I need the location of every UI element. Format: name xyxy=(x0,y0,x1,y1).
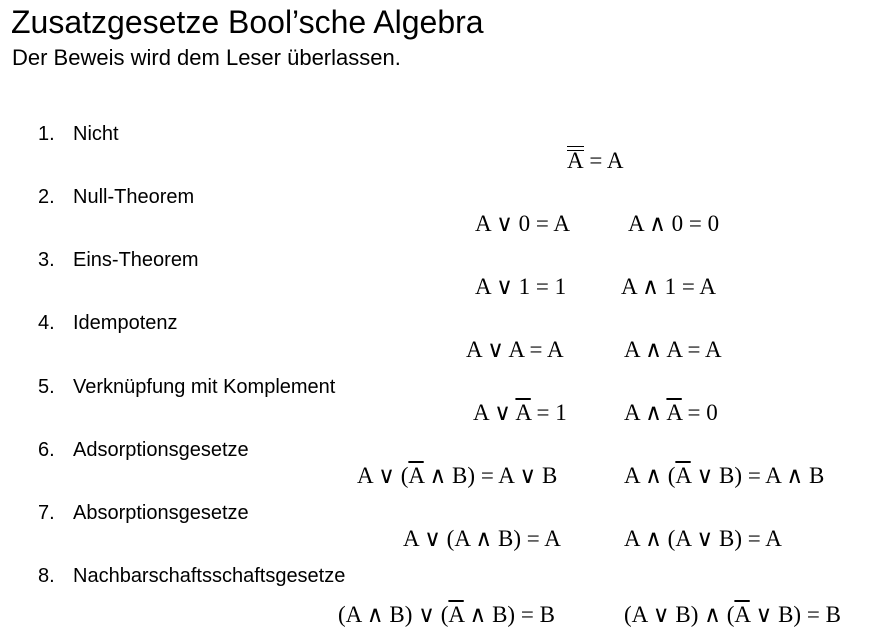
formula-absorption-or: A ∨ (A ∧ B) = A xyxy=(403,526,561,551)
item-number: 5. xyxy=(38,376,55,398)
formula-nicht: A = A xyxy=(567,148,624,173)
list-item-null-theorem xyxy=(38,185,194,209)
item-label: Eins-Theorem xyxy=(73,249,199,271)
formula-adsorption-and: A ∧ ($\overline{A}$ ∨ B) = A ∧ B xyxy=(624,463,825,488)
formula-komplement-or: A ∨ $\overline{A} = 1$ xyxy=(473,400,567,425)
formula-null-and: A ∧ 0 = 0 xyxy=(628,211,720,236)
item-number: 1. xyxy=(38,123,55,145)
item-number: 4. xyxy=(38,312,55,334)
item-label: Nachbarschaftsschaftsgesetze xyxy=(73,565,346,587)
item-number: 3. xyxy=(38,249,55,271)
formula-komplement-and: A ∧ $\overline{A} = 0$ xyxy=(624,400,718,425)
list-item-komplement xyxy=(38,375,335,399)
formula-eins-or: A ∨ 1 = 1 xyxy=(475,274,567,299)
list-item-absorption xyxy=(38,501,249,525)
formula-nachbarschaft-2: (A ∨ B) ∧ ($\overline{A}$ ∨ B) = B xyxy=(624,602,841,627)
item-number: 7. xyxy=(38,502,55,524)
list-item-idempotenz xyxy=(38,311,178,335)
item-label: Absorptionsgesetze xyxy=(73,502,249,524)
item-label: Verknüpfung mit Komplement xyxy=(73,376,336,398)
item-number: 8. xyxy=(38,565,55,587)
item-number: 6. xyxy=(38,439,55,461)
item-label: Null-Theorem xyxy=(73,186,195,208)
item-label: Adsorptionsgesetze xyxy=(73,439,249,461)
formula-nachbarschaft-1: (A ∧ B) ∨ ($\overline{A}$ ∧ B) = B xyxy=(338,602,555,627)
page-subtitle: Der Beweis wird dem Leser überlassen. xyxy=(12,45,401,70)
list-item-adsorption xyxy=(38,438,249,462)
formula-idem-and: A ∧ A = A xyxy=(624,337,722,362)
page-title: Zusatzgesetze Bool’sche Algebra xyxy=(11,4,484,40)
item-number: 2. xyxy=(38,186,55,208)
formula-idem-or: A ∨ A = A xyxy=(466,337,564,362)
list-item-eins-theorem xyxy=(38,248,199,272)
item-label: Idempotenz xyxy=(73,312,178,334)
formula-eins-and: A ∧ 1 = A xyxy=(621,274,716,299)
item-label: Nicht xyxy=(73,123,119,145)
formula-absorption-and: A ∧ (A ∨ B) = A xyxy=(624,526,782,551)
list-item-nicht xyxy=(38,122,119,146)
formula-null-or: A ∨ 0 = A xyxy=(475,211,570,236)
list-item-nachbarschaft xyxy=(38,564,345,588)
formula-adsorption-or: A ∨ ($\overline{A}$ ∧ B) = A ∨ B xyxy=(357,463,558,488)
